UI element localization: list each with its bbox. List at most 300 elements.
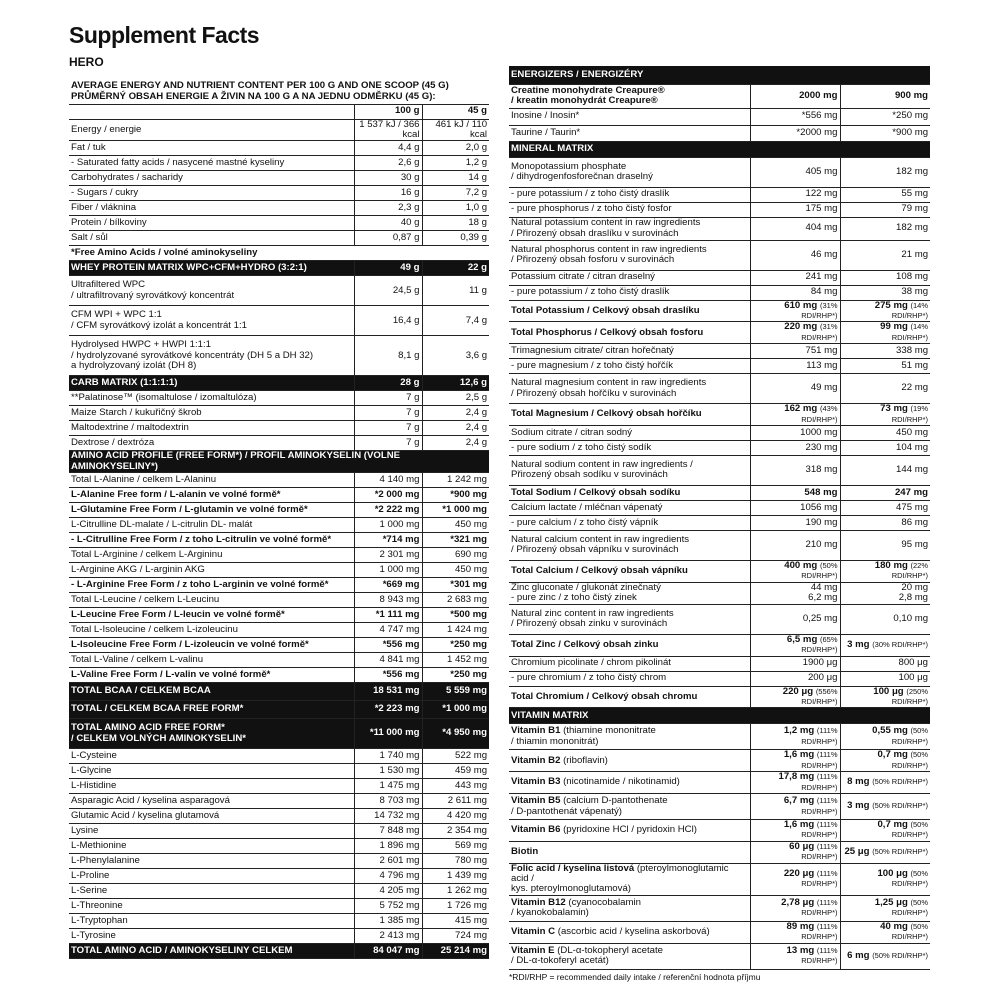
value-col2 — [840, 863, 930, 895]
row-label: Fat / tuk — [69, 141, 354, 156]
row-label — [509, 863, 750, 895]
value-text: 49 mg — [810, 382, 838, 394]
section-header-row — [69, 376, 489, 391]
row-label: Total Calcium / Celkový obsah vápníku — [509, 560, 750, 582]
value-col2 — [422, 623, 489, 638]
value-text: *4 950 mg — [442, 727, 488, 739]
value-col2 — [840, 84, 930, 108]
value-text: *301 mg — [450, 578, 488, 590]
nutrient-row — [509, 125, 930, 141]
value-col2 — [840, 440, 930, 455]
row-label: L-Cysteine — [69, 749, 354, 764]
vitamin-name: Vitamin B1 — [511, 725, 561, 737]
row-label — [509, 895, 750, 921]
value-text: 2 301 mg — [379, 548, 420, 560]
value-text: 450 mg — [896, 426, 929, 438]
nutrient-row — [509, 240, 930, 270]
value-text: 1,6 mg — [783, 749, 815, 761]
value-text: 22 mg — [901, 382, 929, 394]
section-header-row — [509, 708, 930, 724]
nutrient-row — [69, 578, 489, 593]
nutrient-row — [509, 285, 930, 300]
nutrient-row — [69, 406, 489, 421]
value-text: 1 000 mg — [379, 518, 420, 530]
row-label: L-Citrulline DL-malate / L-citrulin DL- malát — [69, 518, 354, 533]
rdi-percent: (50% RDI/RHP*) — [872, 847, 929, 857]
value-col2 — [422, 869, 489, 884]
nutrient-row — [69, 421, 489, 436]
row-label: L-Threonine — [69, 899, 354, 914]
value-text: *2 000 mg — [374, 488, 420, 500]
value-col1 — [750, 943, 840, 969]
value-text: 443 mg — [455, 779, 488, 791]
rdi-percent: (43% RDI/RHP*) — [801, 404, 838, 424]
value-col1 — [750, 686, 840, 708]
value-text: 13 mg — [786, 944, 815, 956]
vitamin-form: (pteroylmonoglutamic acid / kys. pteroylmonoglutamová) — [511, 863, 729, 895]
value-col1 — [750, 582, 840, 604]
value-col2 — [840, 943, 930, 969]
value-text: 4 140 mg — [379, 473, 420, 485]
value-text: 459 mg — [455, 764, 488, 776]
value-col2 — [840, 108, 930, 125]
row-label: L-Glutamine Free Form / L-glutamin ve volné formě* — [69, 503, 354, 518]
nutrient-row — [69, 246, 489, 261]
value-text: 182 mg — [896, 222, 929, 234]
value-text: 1900 μg — [802, 657, 838, 669]
row-label: Dextrose / dextróza — [69, 436, 354, 451]
section-header-row — [69, 719, 489, 749]
row-label: VITAMIN MATRIX — [509, 708, 930, 724]
value-col2 — [840, 125, 930, 141]
nutrient-row — [509, 300, 930, 322]
value-text: *2 222 mg — [374, 503, 420, 515]
value-text: 8,1 g — [398, 349, 420, 361]
rdi-percent: (14% RDI/RHP*) — [891, 300, 929, 320]
nutrient-row — [69, 216, 489, 231]
value-col2 — [422, 533, 489, 548]
value-col1 — [750, 322, 840, 344]
vitamin-form: (riboflavin) — [560, 754, 608, 766]
nutrient-row — [69, 764, 489, 779]
rdi-percent: (50% RDI/RHP*) — [891, 726, 929, 746]
value-col2 — [422, 119, 489, 141]
value-col1 — [354, 884, 422, 899]
value-col1 — [750, 359, 840, 374]
nutrient-row — [509, 530, 930, 560]
row-label: Asparagic Acid / kyselina asparagová — [69, 794, 354, 809]
nutrient-row — [69, 306, 489, 336]
value-col1 — [354, 548, 422, 563]
value-col1 — [750, 820, 840, 842]
nutrient-row — [509, 485, 930, 500]
nutrient-row — [69, 533, 489, 548]
rdi-percent: (111% RDI/RHP*) — [801, 897, 838, 918]
value-text: *714 mg — [382, 533, 420, 545]
value-col1 — [354, 794, 422, 809]
value-text: 1 000 mg — [379, 563, 420, 575]
value-col1 — [750, 300, 840, 322]
nutrient-row — [509, 187, 930, 202]
value-col2 — [422, 563, 489, 578]
row-label: Chromium picolinate / chrom pikolinát — [509, 656, 750, 671]
row-label: Maltodextrine / maltodextrin — [69, 421, 354, 436]
value-text: 51 mg — [901, 359, 929, 371]
row-label: Total L-Leucine / celkem L-Leucinu — [69, 593, 354, 608]
vitamin-name: Vitamin B2 — [511, 754, 561, 766]
value-text: 3 mg — [847, 800, 870, 812]
row-label: - pure magnesium / z toho čistý hořčík — [509, 359, 750, 374]
nutrient-row — [509, 440, 930, 455]
row-label: L-Phenylalanine — [69, 854, 354, 869]
value-text: 220 μg — [782, 686, 814, 697]
value-text: 1,2 g — [465, 157, 488, 169]
row-label: Calcium lactate / mléčnan vápenatý — [509, 500, 750, 515]
row-label: Natural phosphorus content in raw ingredients / Přirozený obsah fosforu v surovinách — [509, 240, 750, 270]
value-col2 — [840, 240, 930, 270]
value-col1 — [750, 634, 840, 656]
value-text: 190 mg — [805, 516, 838, 528]
value-text: *556 mg — [801, 110, 838, 122]
value-col1 — [750, 863, 840, 895]
row-label: Total Sodium / Celkový obsah sodíku — [509, 485, 750, 500]
value-text: 25 μg — [844, 846, 870, 858]
row-label: CFM WPI + WPC 1:1 / CFM syrovátkový izolát a koncentrát 1:1 — [69, 306, 354, 336]
rdi-percent: (111% RDI/RHP*) — [801, 772, 838, 792]
value-col1 — [354, 141, 422, 156]
value-text: 200 μg — [807, 672, 838, 684]
value-text: 0,25 mg — [802, 613, 838, 625]
value-col2 — [840, 841, 930, 863]
nutrient-row — [69, 391, 489, 406]
value-text: 2,4 g — [465, 422, 488, 434]
value-text: *900 mg — [892, 126, 929, 138]
nutrient-row — [509, 686, 930, 708]
value-col2 — [422, 276, 489, 306]
vitamin-form: (pyridoxine HCl / pyridoxin HCl) — [560, 824, 697, 836]
value-col1 — [354, 503, 422, 518]
nutrient-row — [69, 608, 489, 623]
value-text: *250 mg — [892, 110, 929, 122]
value-col1 — [354, 216, 422, 231]
row-label: Lysine — [69, 824, 354, 839]
row-label: Protein / bílkoviny — [69, 216, 354, 231]
value-text: 1 740 mg — [379, 749, 420, 761]
value-col1 — [750, 84, 840, 108]
value-text: 7 g — [406, 422, 420, 434]
vitamin-name: Folic acid / kyselina listová — [511, 863, 635, 874]
value-col2 — [422, 944, 489, 959]
value-text: 800 μg — [898, 657, 929, 669]
row-label: TOTAL AMINO ACID FREE FORM* / CELKEM VOLNÝCH AMINOKYSELIN* — [69, 719, 354, 749]
value-text: 84 mg — [810, 286, 838, 298]
value-col2 — [422, 608, 489, 623]
rdi-percent: (50% RDI/RHP*) — [891, 750, 929, 770]
value-text: 11 g — [469, 284, 488, 296]
value-col1 — [354, 578, 422, 593]
value-text: 89 mg — [786, 921, 815, 932]
row-label: TOTAL AMINO ACID / AMINOKYSELINY CELKEM — [69, 944, 354, 959]
value-col1 — [354, 421, 422, 436]
value-text: 8 943 mg — [379, 593, 420, 605]
row-label: L-Glycine — [69, 764, 354, 779]
nutrient-row — [69, 518, 489, 533]
value-text: 1,2 mg — [783, 725, 815, 737]
row-label: - pure potassium / z toho čistý draslík — [509, 187, 750, 202]
nutrient-row — [69, 593, 489, 608]
nutrient-row — [509, 750, 930, 772]
rdi-percent: (50% RDI/RHP*) — [891, 921, 929, 942]
nutrient-row — [509, 863, 930, 895]
value-text: 60 μg — [789, 841, 815, 852]
nutrient-row — [509, 84, 930, 108]
nutrient-row — [509, 724, 930, 750]
value-text: 122 mg — [805, 188, 838, 200]
value-text: *1 000 mg — [442, 703, 488, 715]
row-label: Natural calcium content in raw ingredients / Přirozený obsah vápníku v surovinách — [509, 530, 750, 560]
value-col1 — [750, 455, 840, 485]
value-text: 450 mg — [455, 518, 488, 530]
value-col2 — [422, 488, 489, 503]
value-col2 — [422, 473, 489, 488]
value-text: 99 mg — [880, 321, 908, 333]
value-text: 220 mg — [784, 321, 818, 333]
value-text: *556 mg — [382, 668, 420, 680]
value-text: 0,7 mg — [877, 819, 908, 830]
value-col2 — [840, 921, 930, 943]
nutrient-row — [69, 548, 489, 563]
value-text: *250 mg — [450, 638, 488, 650]
section-header-row — [69, 944, 489, 959]
row-label: Zinc gluconate / glukonát zinečnatý - pure zinc / z toho čistý zinek — [509, 582, 750, 604]
nutrient-row — [509, 404, 930, 426]
value-col2 — [840, 794, 930, 820]
row-label: Sodium citrate / citran sodný — [509, 425, 750, 440]
value-text: 2,4 g — [465, 407, 488, 419]
value-col2 — [422, 809, 489, 824]
value-text: 6,5 mg — [786, 634, 818, 645]
row-label: L-Tyrosine — [69, 929, 354, 944]
row-label: Total Magnesium / Celkový obsah hořčíku — [509, 404, 750, 426]
rdi-percent: (31% RDI/RHP*) — [801, 300, 838, 320]
value-text: 1 439 mg — [447, 869, 488, 881]
row-label: Monopotassium phosphate / dihydrogenfosforečnan draselný — [509, 157, 750, 187]
value-text: 95 mg — [901, 539, 929, 551]
value-col2 — [840, 772, 930, 794]
value-text: 569 mg — [455, 839, 488, 851]
value-col2 — [840, 500, 930, 515]
rdi-percent: (111% RDI/RHP*) — [801, 726, 838, 746]
row-label: Maize Starch / kukuřičný škrob — [69, 406, 354, 421]
value-col1 — [750, 425, 840, 440]
value-text: 241 mg — [805, 271, 838, 283]
value-col1 — [354, 276, 422, 306]
value-text: 2000 mg — [799, 89, 838, 101]
value-col1 — [750, 895, 840, 921]
value-text: 2 611 mg — [447, 794, 488, 806]
value-col2 — [422, 668, 489, 683]
value-col1 — [354, 668, 422, 683]
value-col1 — [354, 119, 422, 141]
value-col1 — [354, 473, 422, 488]
section-header-row — [69, 683, 489, 701]
nutrient-row — [509, 560, 930, 582]
row-label: **Palatinose™ (isomaltulose / izomaltulóza) — [69, 391, 354, 406]
row-label: Hydrolysed HWPC + HWPI 1:1:1 / hydrolyzované syrovátkové koncentráty (DH 5 a DH 32) a hydrolyzovaný izolát (DH 8) — [69, 336, 354, 376]
row-label: - pure calcium / z toho čistý vápník — [509, 515, 750, 530]
row-label: Salt / sůl — [69, 231, 354, 246]
nutrient-row — [509, 634, 930, 656]
row-label: L-Tryptophan — [69, 914, 354, 929]
value-col2 — [422, 336, 489, 376]
nutrient-row — [509, 344, 930, 359]
value-col1 — [354, 839, 422, 854]
nutrient-row — [509, 656, 930, 671]
value-col1 — [750, 202, 840, 217]
value-text: 2,6 g — [398, 157, 420, 169]
value-text: 30 g — [400, 172, 420, 184]
row-label: AMINO ACID PROFILE (FREE FORM*) / PROFIL AMINOKYSELIN (VOLNÉ AMINOKYSELINY*) — [69, 451, 489, 473]
value-text: 415 mg — [455, 914, 488, 926]
row-label — [509, 841, 750, 863]
value-text: 0,39 g — [460, 232, 488, 244]
nutrient-row — [509, 604, 930, 634]
rdi-percent: (19% RDI/RHP*) — [891, 404, 929, 424]
value-text: *500 mg — [450, 608, 488, 620]
value-text: 46 mg — [810, 248, 838, 260]
value-col1 — [750, 841, 840, 863]
value-text: 16,4 g — [392, 314, 420, 326]
value-text: 1,25 μg — [874, 896, 908, 908]
value-text: 4 420 mg — [447, 809, 488, 821]
row-label: Total L-Alanine / celkem L-Alaninu — [69, 473, 354, 488]
value-text: 210 mg — [805, 539, 838, 551]
row-label: - Saturated fatty acids / nasycené mastné kyseliny — [69, 156, 354, 171]
value-col2 — [840, 582, 930, 604]
row-label: L-Leucine Free Form / L-leucin ve volné formě* — [69, 608, 354, 623]
row-label: L-Arginine AKG / L-arginin AKG — [69, 563, 354, 578]
nutrient-row — [509, 500, 930, 515]
value-text: 1 896 mg — [379, 839, 420, 851]
value-text: *2 223 mg — [374, 703, 420, 715]
value-text: 25 214 mg — [440, 944, 488, 956]
rdi-footnote: *RDI/RHP = recommended daily intake / referenční hodnota příjmu — [509, 972, 761, 982]
value-col2 — [422, 854, 489, 869]
value-text: 780 mg — [455, 854, 488, 866]
nutrient-row — [69, 749, 489, 764]
nutrient-row — [509, 921, 930, 943]
section-header-row — [509, 141, 930, 157]
value-col1 — [354, 156, 422, 171]
value-text: 4 205 mg — [379, 884, 420, 896]
value-col2 — [840, 560, 930, 582]
row-label — [509, 772, 750, 794]
nutrient-row — [69, 80, 489, 104]
value-col1 — [750, 530, 840, 560]
value-text: 2,4 g — [465, 437, 488, 449]
value-col1 — [750, 724, 840, 750]
nutrient-row — [509, 425, 930, 440]
value-text: *250 mg — [450, 668, 488, 680]
row-label: Energy / energie — [69, 119, 354, 141]
value-col1 — [354, 749, 422, 764]
value-col1 — [750, 270, 840, 285]
value-text: 100 μg — [877, 867, 908, 879]
value-col1 — [750, 604, 840, 634]
value-col2 — [840, 344, 930, 359]
value-text: *556 mg — [382, 638, 420, 650]
value-col2 — [422, 201, 489, 216]
value-text: 175 mg — [805, 203, 838, 215]
value-text: 1 537 kJ / 366 kcal — [359, 119, 420, 140]
value-col2 — [840, 404, 930, 426]
value-text: 3,6 g — [465, 349, 488, 361]
nutrient-row — [509, 515, 930, 530]
rdi-percent: (65% RDI/RHP*) — [801, 634, 838, 655]
value-col2 — [422, 104, 489, 119]
rdi-percent: (111% RDI/RHP*) — [801, 796, 838, 816]
nutrient-row — [69, 503, 489, 518]
nutrient-row — [69, 668, 489, 683]
value-text: *669 mg — [382, 578, 420, 590]
value-col1 — [750, 240, 840, 270]
nutrient-row — [509, 455, 930, 485]
value-col1 — [354, 683, 422, 701]
nutrient-row — [509, 794, 930, 820]
value-text: 0,87 g — [392, 232, 420, 244]
vitamin-name: Vitamin B5 — [511, 795, 561, 807]
row-label: Trimagnesium citrate/ citran hořečnatý — [509, 344, 750, 359]
value-col1 — [750, 440, 840, 455]
value-text: 1 424 mg — [447, 623, 488, 635]
nutrient-row — [509, 322, 930, 344]
value-col1 — [750, 125, 840, 141]
value-col2 — [840, 202, 930, 217]
value-col1 — [354, 376, 422, 391]
nutrient-row — [509, 895, 930, 921]
row-label: TOTAL / CELKEM BCAA FREE FORM* — [69, 701, 354, 719]
value-text: 2,5 g — [465, 392, 488, 404]
value-text: 1 385 mg — [379, 914, 420, 926]
value-text: 610 mg — [784, 300, 818, 311]
value-text: 404 mg — [805, 222, 838, 234]
value-col2 — [840, 530, 930, 560]
value-col1 — [354, 653, 422, 668]
rdi-percent: (31% RDI/RHP*) — [801, 322, 838, 342]
value-text: 275 mg — [874, 300, 908, 311]
value-text: 182 mg — [896, 165, 929, 177]
value-col1 — [750, 485, 840, 500]
value-text: 1 242 mg — [447, 473, 488, 485]
value-col2 — [422, 261, 489, 276]
value-text: 14 732 mg — [374, 809, 420, 821]
nutrient-row — [69, 436, 489, 451]
nutrient-row — [69, 104, 489, 119]
vitamin-name: Biotin — [511, 846, 539, 858]
value-col1 — [750, 794, 840, 820]
nutrient-row — [69, 824, 489, 839]
row-label: Total L-Arginine / celkem L-Argininu — [69, 548, 354, 563]
value-col2 — [840, 724, 930, 750]
row-label: Inosine / Inosin* — [509, 108, 750, 125]
value-col1 — [750, 772, 840, 794]
value-text: 79 mg — [901, 203, 929, 215]
value-col1 — [354, 719, 422, 749]
row-label: Natural zinc content in raw ingredients / Přirozený obsah zinku v surovinách — [509, 604, 750, 634]
value-text: *2000 mg — [796, 126, 838, 138]
row-label: - L-Citrulline Free Form / z toho L-citrulin ve volné formě* — [69, 533, 354, 548]
rdi-percent: (50% RDI/RHP*) — [872, 801, 929, 811]
